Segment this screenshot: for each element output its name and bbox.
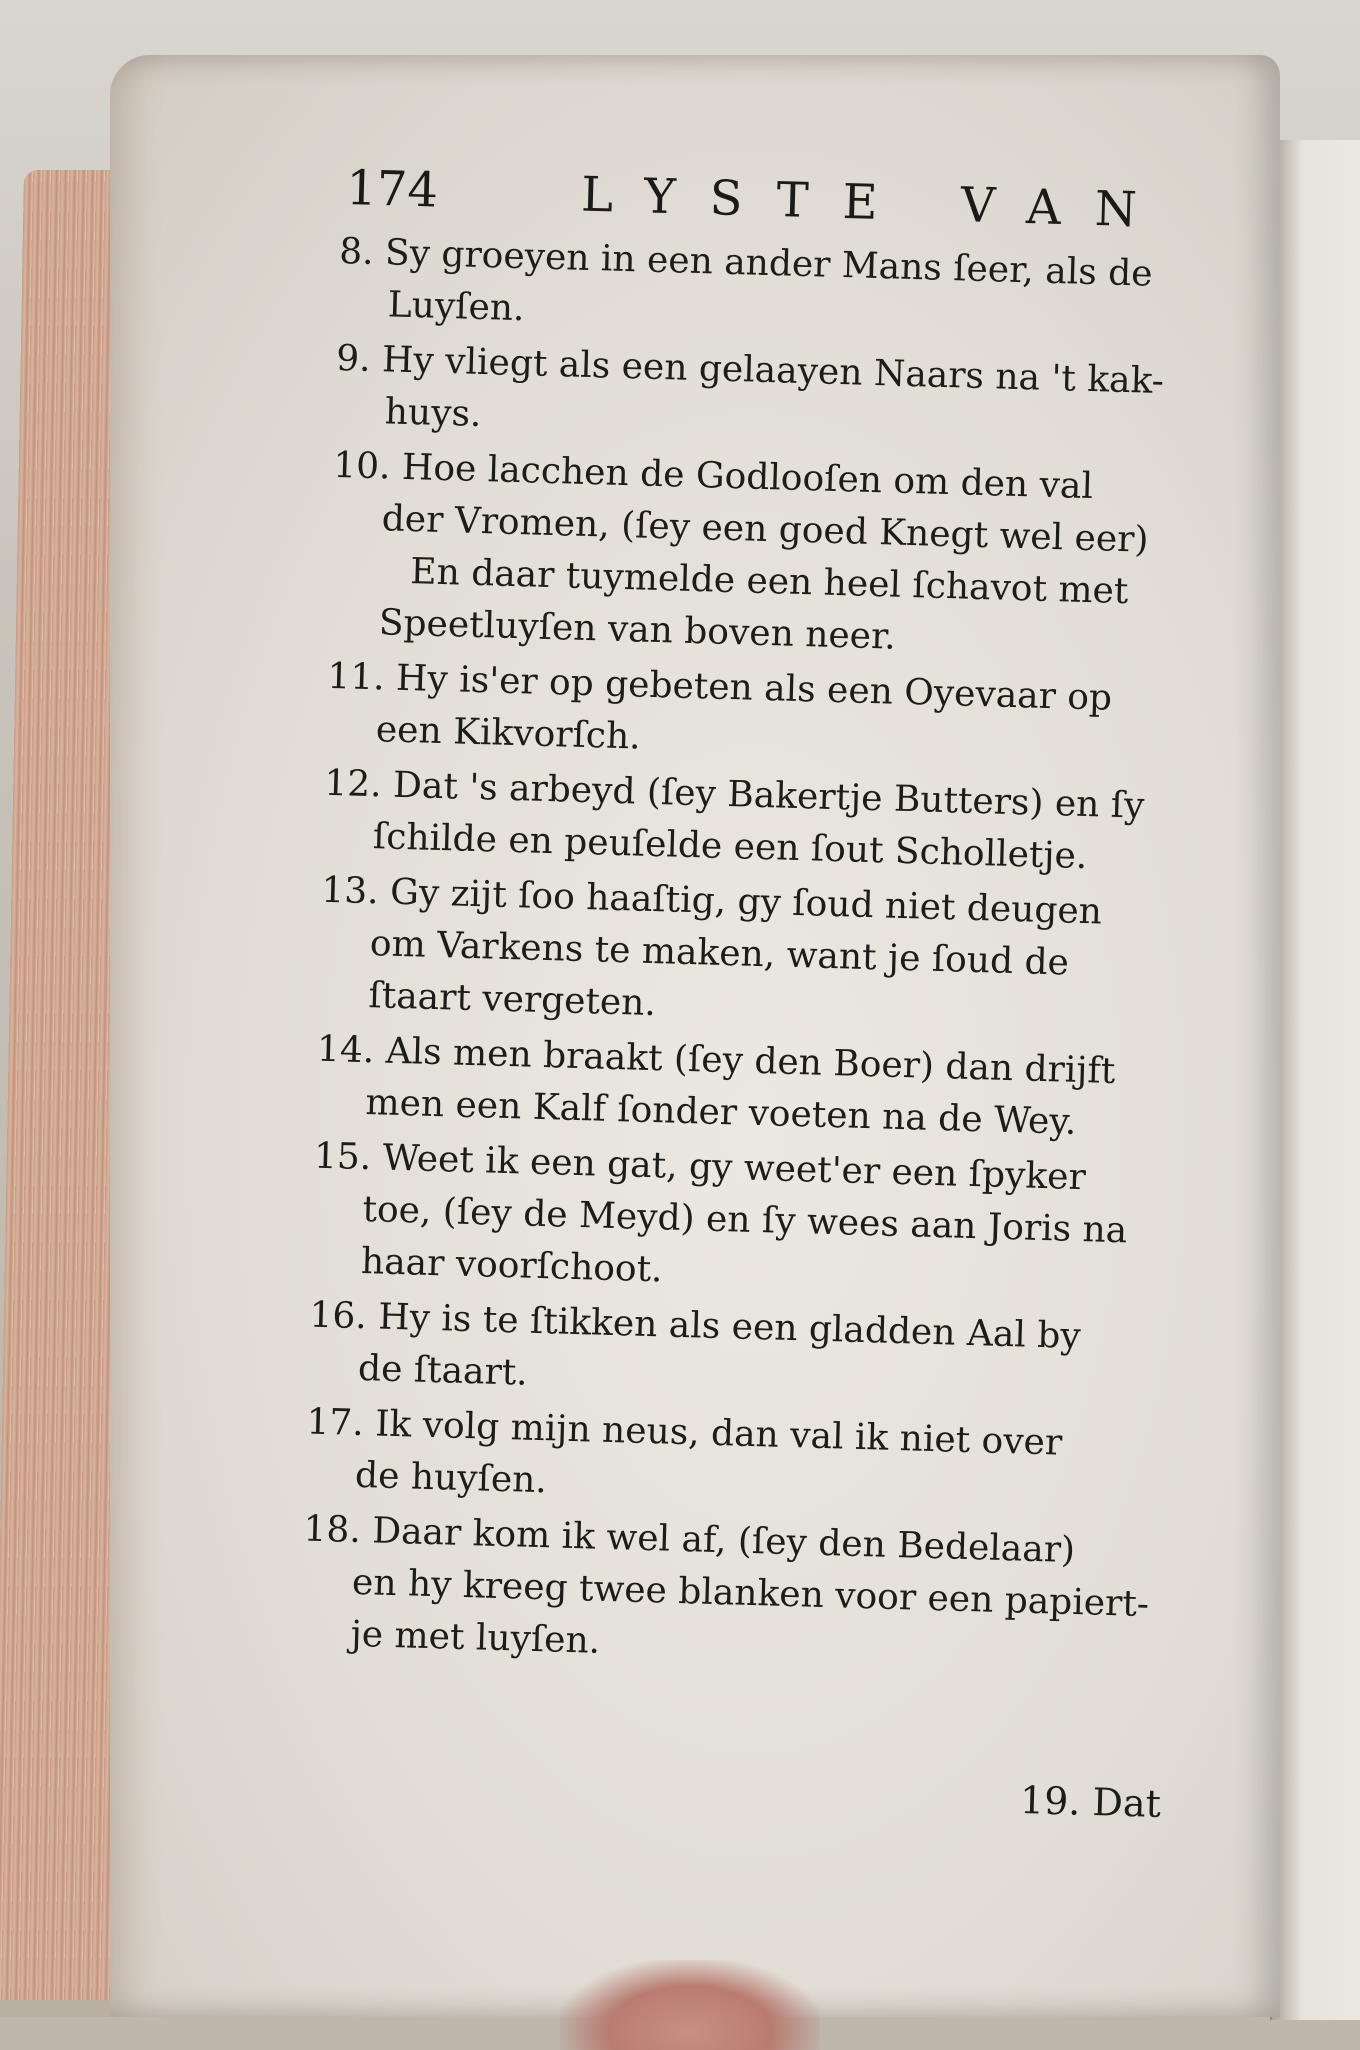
- entry-text: Daar kom ik wel af, (ſey den Bedelaar): [371, 1510, 1076, 1572]
- entry-text: ſchilde en peuſelde een ſout Scholletje.: [372, 816, 1088, 878]
- proverb-entry: [310, 1131, 1174, 1311]
- entry-text: haar voorſchoot.: [360, 1241, 664, 1291]
- proverb-entry: [300, 1504, 1164, 1684]
- entry-text: Dat 's arbeyd (ſey Bakertje Butters) en ſy: [392, 764, 1146, 827]
- proverb-entry: [328, 440, 1193, 672]
- proverb-entry: [325, 651, 1188, 779]
- entry-text: Hy is te ſtikken als een gladden Aal by: [377, 1296, 1082, 1358]
- entry-number: 17.: [306, 1401, 365, 1445]
- entry-number: 13.: [320, 869, 380, 913]
- proverb-entry: [322, 758, 1185, 886]
- entry-number: 8.: [338, 230, 375, 273]
- entry-text: Als men braakt (ſey den Boer) dan drijft: [385, 1030, 1116, 1092]
- entry-number: 16.: [309, 1294, 368, 1338]
- finger: [560, 1960, 820, 2050]
- entry-number: 15.: [313, 1135, 372, 1179]
- entry-text: toe, (ſey de Meyd) en ſy wees aan Joris na: [361, 1189, 1128, 1252]
- entry-text: en hy kreeg twee blanken voor een papiert-: [351, 1561, 1150, 1626]
- entry-number: 18.: [303, 1508, 362, 1552]
- entry-text: Weet ik een gat, gy weet'er een ſpyker: [382, 1137, 1087, 1199]
- entry-text: En daar tuymelde een heel ſchavot met: [409, 551, 1129, 613]
- running-head: LYSTE VAN: [580, 166, 1172, 240]
- proverb-list: [300, 226, 1200, 1686]
- catchword: 19. Dat: [1019, 1778, 1162, 1826]
- proverb-entry: [307, 1290, 1170, 1418]
- entry-text: de huyſen.: [354, 1454, 548, 1502]
- entry-number: 11.: [326, 655, 386, 699]
- entry-text: ſtaart vergeten.: [367, 975, 657, 1025]
- entry-number: 9.: [335, 337, 372, 380]
- proverb-entry: [334, 333, 1197, 461]
- entry-text: om Varkens te maken, want je ſoud de: [369, 923, 1070, 984]
- entry-text: Hy is'er op gebeten als een Oyevaar op: [395, 657, 1113, 719]
- facing-page: [1270, 140, 1360, 2020]
- entry-text: Luyſen.: [387, 284, 526, 330]
- entry-text: je met luyſen.: [350, 1613, 601, 1662]
- entry-number: 14.: [316, 1028, 375, 1072]
- entry-number: 10.: [332, 444, 392, 488]
- entry-text: Hy vliegt als een gelaayen Naars na 't kak-: [381, 339, 1165, 403]
- entry-text: der Vromen, (ſey een goed Knegt wel eer): [381, 498, 1150, 561]
- entry-text: Hoe lacchen de Godlooſen om den val: [401, 446, 1094, 508]
- entry-text: Sy groeyen in een ander Mans ſeer, als de: [384, 232, 1154, 295]
- entry-text: Gy zijt ſoo haaſtig, gy ſoud niet deugen: [389, 871, 1103, 933]
- proverb-entry: [318, 865, 1182, 1045]
- entry-text: men een Kalf ſonder voeten na de Wey.: [364, 1082, 1077, 1143]
- entry-number: 12.: [323, 762, 383, 806]
- entry-text: Ik volg mijn neus, dan val ik niet over: [374, 1403, 1063, 1464]
- entry-text: de ſtaart.: [357, 1347, 529, 1394]
- entry-text: een Kikvorſch.: [375, 709, 642, 758]
- entry-text: huys.: [384, 391, 483, 436]
- proverb-entry: [304, 1397, 1167, 1525]
- entry-text: Speetluyſen van boven neer.: [378, 602, 897, 658]
- page-number: 174: [345, 160, 439, 219]
- proverb-entry: [315, 1024, 1178, 1152]
